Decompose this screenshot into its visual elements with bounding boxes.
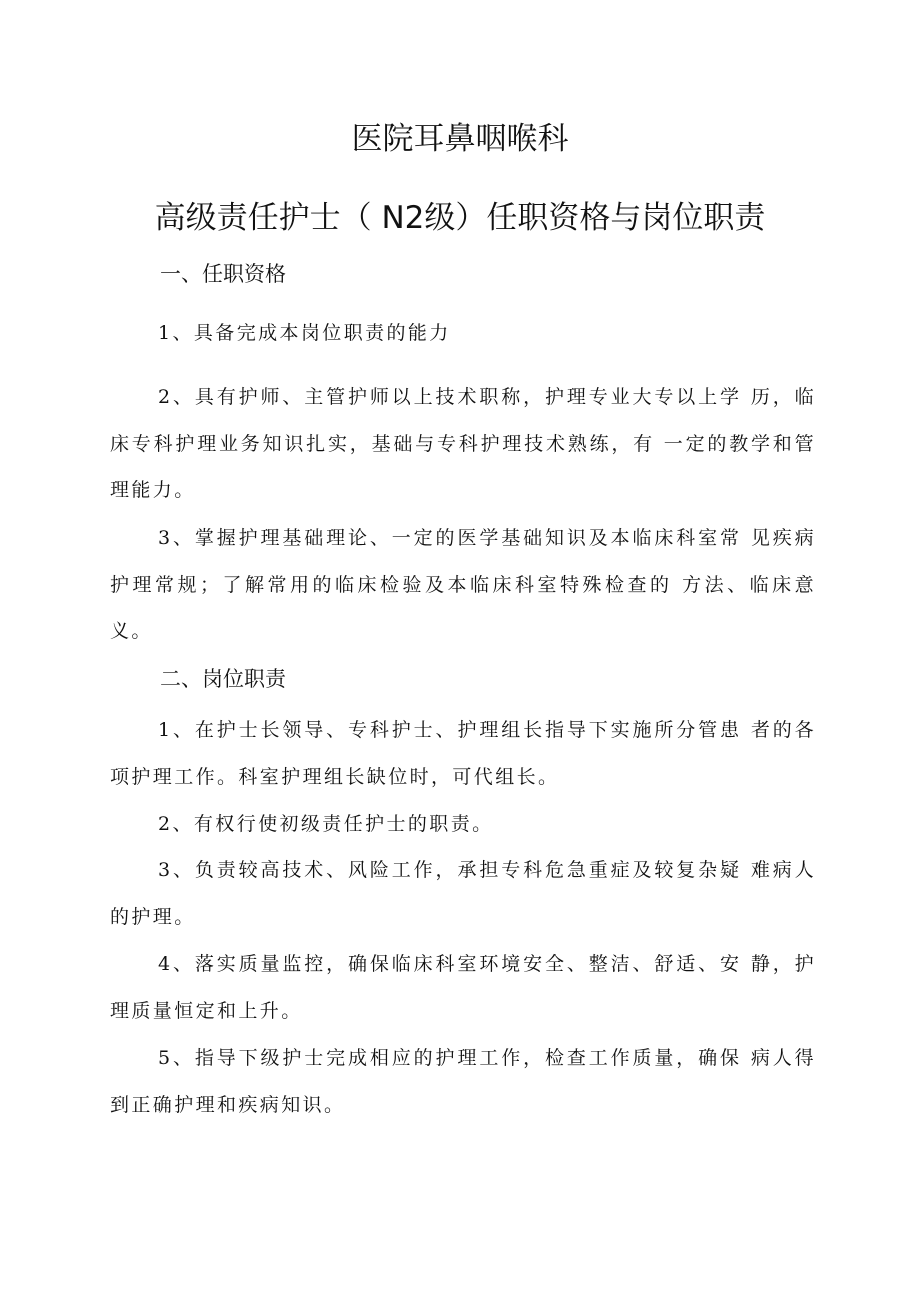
qualification-item-2: 2、具有护师、主管护师以上技术职称，护理专业大专以上学 历，临床专科护理业务知识扎实，基础与专科护理技术熟练，有 一定的教学和管理能力。 <box>110 386 816 501</box>
qualification-item-3: 3、掌握护理基础理论、一定的医学基础知识及本临床科室常 见疾病护理常规；了解常用的临床检验及本临床科室特殊检查的 方法、临床意义。 <box>110 527 816 642</box>
duty-item-1: 1、在护士长领导、专科护士、护理组长指导下实施所分管患 者的各项护理工作。科室护理组长缺位时，可代组长。 <box>110 719 816 788</box>
duty-item-5: 5、指导下级护士完成相应的护理工作，检查工作质量，确保 病人得到正确护理和疾病知识。 <box>110 1047 816 1116</box>
document-title-position: 高级责任护士（ N2级）任职资格与岗位职责 <box>154 200 766 236</box>
section-heading-qualifications: 一、任职资格 <box>160 262 286 286</box>
document-title-hospital-department: 医院耳鼻咽喉科 <box>351 121 569 157</box>
section-heading-duties: 二、岗位职责 <box>160 667 286 691</box>
duty-item-3: 3、负责较高技术、风险工作，承担专科危急重症及较复杂疑 难病人的护理。 <box>110 859 816 928</box>
qualification-item-1: 1、具备完成本岗位职责的能力 <box>158 322 451 344</box>
duty-item-2: 2、有权行使初级责任护士的职责。 <box>158 813 494 835</box>
duty-item-4: 4、落实质量监控，确保临床科室环境安全、整洁、舒适、安 静，护理质量恒定和上升。 <box>110 953 816 1022</box>
